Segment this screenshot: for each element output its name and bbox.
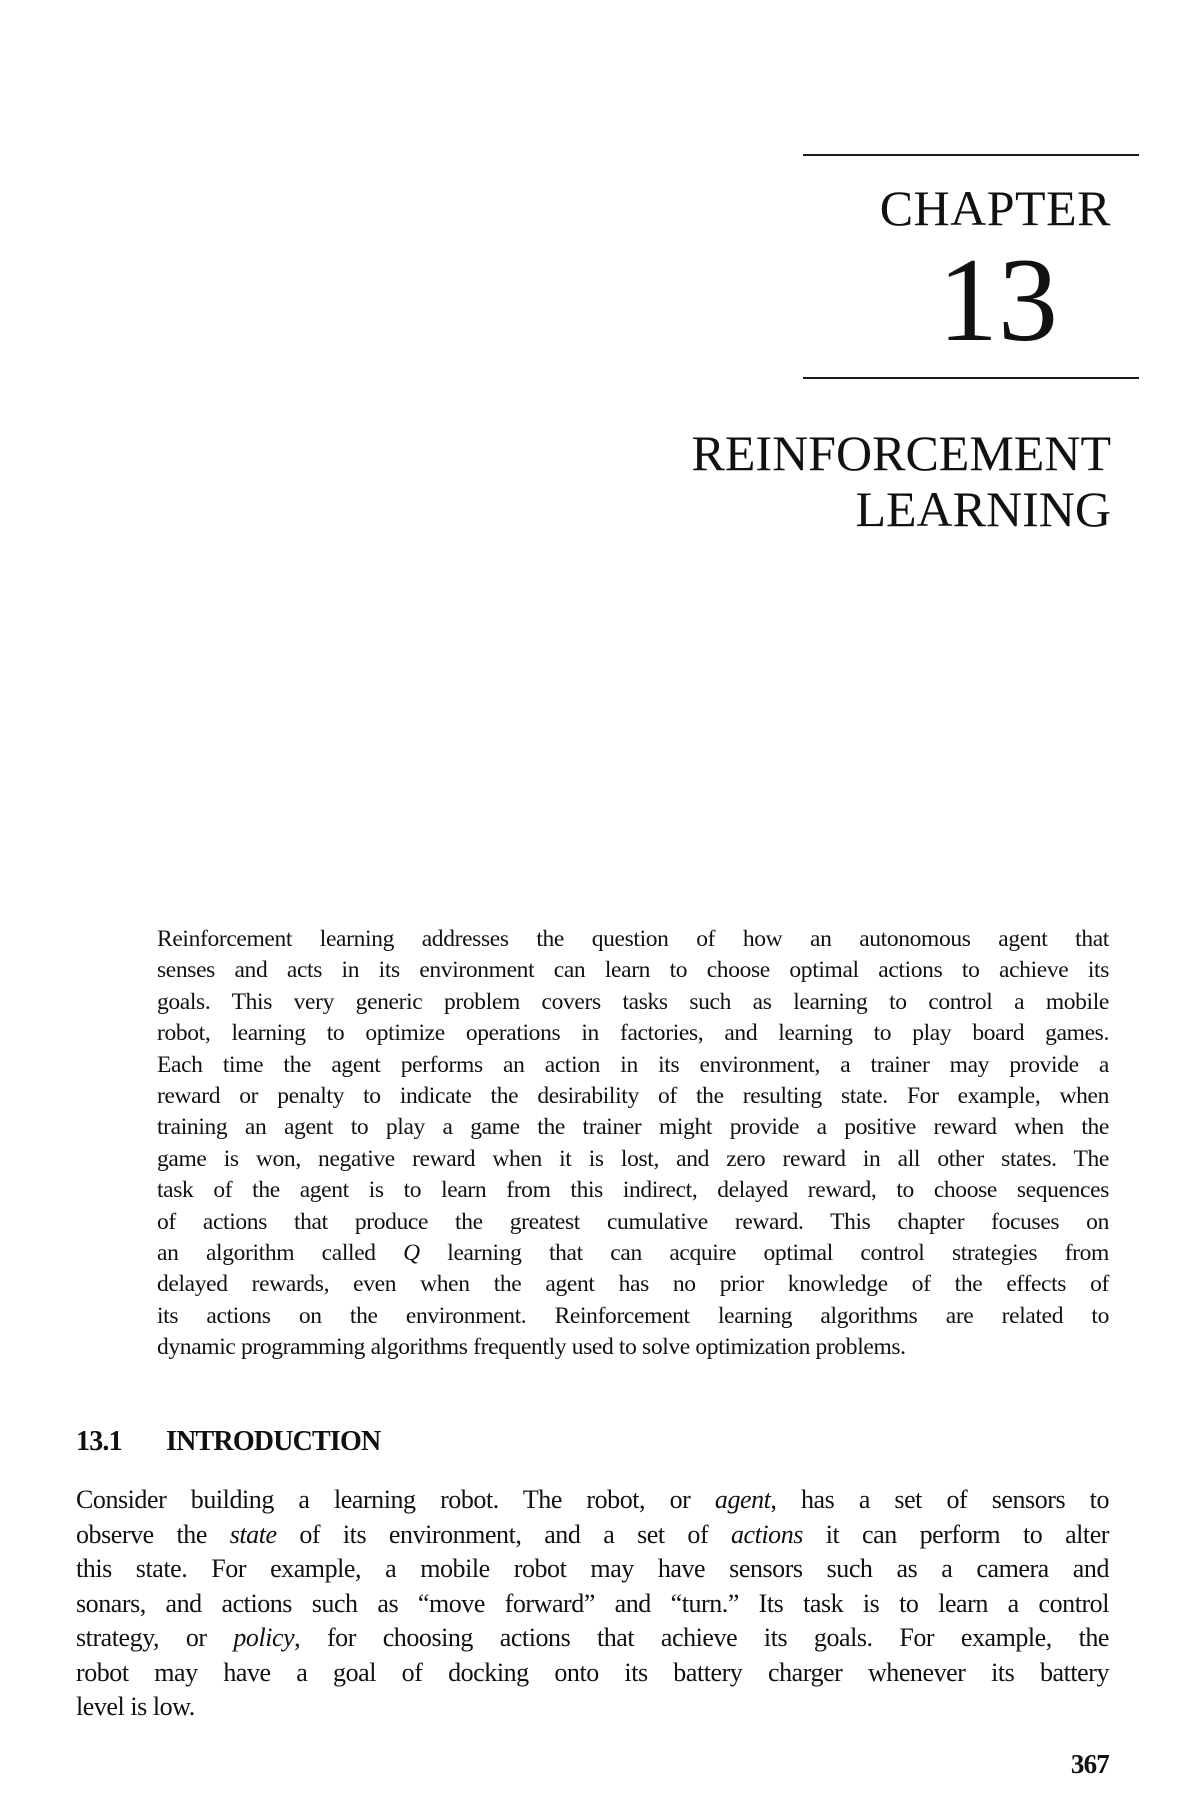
introduction-paragraph [76, 1483, 1109, 1725]
emphasized-term: state [229, 1519, 277, 1549]
paragraph-text: of its environment, and a set of [276, 1519, 731, 1549]
abstract-text: an algorithm called [157, 1239, 404, 1266]
paragraph-line: level is low. [76, 1692, 195, 1721]
abstract-line: Reinforcement learning addresses the question of how an autonomous agent that [157, 926, 1109, 952]
abstract-line: robot, learning to optimize operations in factories, and learning to play board games. [157, 1020, 1109, 1047]
abstract-line: reward or penalty to indicate the desirability of the resulting state. For example, when [157, 1082, 1109, 1109]
page-number: 367 [1070, 1749, 1109, 1779]
abstract-text: learning that can acquire optimal control strategies from [419, 1239, 1109, 1266]
paragraph-text: observe the [76, 1519, 230, 1549]
abstract-line: dynamic programming algorithms frequently used to solve optimization problems. [157, 1334, 906, 1361]
abstract-line: senses and acts in its environment can learn to choose optimal actions to achieve its [157, 957, 1109, 984]
section-title: INTRODUCTION [166, 1426, 381, 1457]
paragraph-line [76, 1483, 1109, 1518]
chapter-title-line-2: LEARNING [855, 481, 1111, 537]
emphasized-term: actions [730, 1519, 803, 1549]
paragraph-line: sonars, and actions such as “move forward” and “turn.” Its task is to learn a control [76, 1588, 1109, 1618]
q-symbol: Q [403, 1239, 420, 1266]
chapter-title-line-1: REINFORCEMENT [691, 425, 1111, 481]
abstract-line: of actions that produce the greatest cumulative reward. This chapter focuses on [157, 1208, 1109, 1235]
emphasized-term: agent [714, 1485, 771, 1514]
abstract-line: its actions on the environment. Reinforcement learning algorithms are related to [157, 1302, 1109, 1329]
section-heading [76, 1424, 380, 1460]
abstract-line: training an agent to play a game the trainer might provide a positive reward when the [157, 1114, 1109, 1141]
paragraph-text: Consider building a learning robot. The robot, or [76, 1485, 715, 1514]
chapter-bottom-rule [803, 377, 1139, 379]
paragraph-line [76, 1518, 1109, 1553]
chapter-abstract [157, 924, 1109, 1363]
abstract-line: goals. This very generic problem covers tasks such as learning to control a mobile [157, 988, 1109, 1015]
section-number: 13.1 [76, 1426, 122, 1457]
abstract-line: game is won, negative reward when it is lost, and zero reward in all other states. The [157, 1145, 1109, 1172]
paragraph-text: , has a set of sensors to [770, 1485, 1109, 1514]
abstract-line [157, 1238, 1109, 1269]
paragraph-text: it can perform to alter [802, 1519, 1109, 1549]
emphasized-term: policy [233, 1623, 295, 1652]
abstract-line: task of the agent is to learn from this indirect, delayed reward, to choose sequences [157, 1177, 1109, 1204]
paragraph-line: robot may have a goal of docking onto its battery charger whenever its battery [76, 1657, 1109, 1687]
abstract-line: Each time the agent performs an action in its environment, a trainer may provide a [157, 1051, 1109, 1078]
chapter-title [692, 425, 1111, 537]
abstract-line: delayed rewards, even when the agent has no prior knowledge of the effects of [157, 1271, 1109, 1298]
chapter-label: CHAPTER [879, 180, 1111, 236]
paragraph-line [76, 1621, 1109, 1656]
chapter-number: 13 [938, 233, 1058, 366]
chapter-top-rule [803, 154, 1139, 156]
paragraph-text: , for choosing actions that achieve its goals. For example, the [294, 1623, 1109, 1652]
paragraph-text: strategy, or [76, 1623, 234, 1652]
paragraph-line: this state. For example, a mobile robot may have sensors such as a camera and [76, 1554, 1109, 1583]
